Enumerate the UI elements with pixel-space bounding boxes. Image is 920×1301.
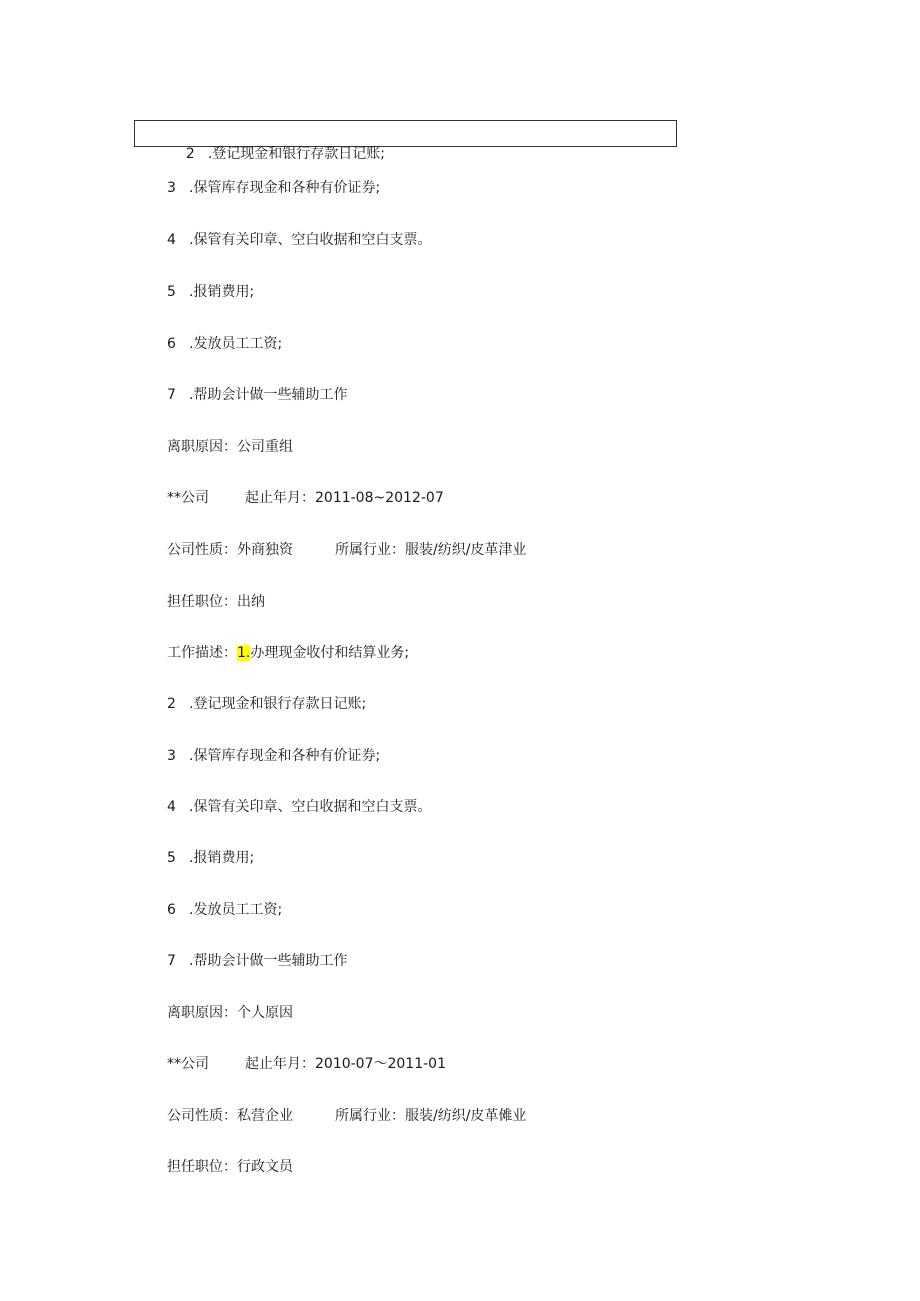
duty-item [167,797,431,817]
item-text: .报销费用; [189,850,255,866]
item-number: 2 [167,696,176,712]
company-period-row [167,488,444,508]
duty-item [167,178,380,198]
company-nature: 公司性质：私营企业 [167,1108,293,1124]
company-period-row [167,1054,446,1074]
duty-item [167,951,347,971]
duty-item [167,694,366,714]
item-number: 2 [185,146,195,162]
job-description [167,643,409,663]
item-number: 3 [167,180,176,196]
item-number: 4 [167,232,176,248]
duty-item [167,385,347,405]
company-nature-row [167,1106,526,1126]
duty-item [167,334,282,354]
item-text: .帮助会计做一些辅助工作 [189,387,348,403]
company-nature: 公司性质：外商独资 [167,542,293,558]
item-number: 7 [167,953,176,969]
duty-item [167,848,254,868]
duty-item [167,282,254,302]
item-text: .保管有关印章、空白收据和空白支票。 [189,799,432,815]
duty-item [167,230,431,250]
company-name: **公司 [167,1056,209,1072]
item-text: .发放员工工资; [189,336,283,352]
leave-reason: 离职原因：个人原因 [167,1005,293,1021]
item-number: 7 [167,387,176,403]
highlighted-number: 1. [237,645,251,661]
item-text: .保管库存现金和各种有价证券; [189,180,381,196]
duty-item [168,124,385,184]
duty-item [167,900,282,920]
item-number: 6 [167,336,176,352]
company-industry: 所属行业：服装/纺织/皮革傩业 [335,1108,527,1124]
description-label: 工作描述： [167,645,237,661]
leave-reason: 离职原因：公司重组 [167,439,293,455]
employment-period: 起止年月：2011-08~2012-07 [245,490,444,506]
item-text: .保管库存现金和各种有价证券; [189,748,381,764]
company-name: **公司 [167,490,209,506]
position: 担任职位：出纳 [167,594,265,610]
duty-item [167,746,380,766]
item-text: .登记现金和银行存款日记账; [189,696,367,712]
item-text: 办理现金收付和结算业务; [250,645,410,661]
item-number: 5 [167,850,176,866]
item-number: 5 [167,284,176,300]
position: 担任职位：行政文员 [167,1159,293,1175]
item-text: .帮助会计做一些辅助工作 [189,953,348,969]
item-number: 4 [167,799,176,815]
boxed-item-2 [134,120,677,162]
item-text: .保管有关印章、空白收据和空白支票。 [189,232,432,248]
company-industry: 所属行业：服装/纺织/皮革津业 [335,542,527,558]
item-text: .登记现金和银行存款日记账; [207,146,385,162]
item-number: 3 [167,748,176,764]
item-text: .发放员工工资; [189,902,283,918]
item-text: .报销费用; [189,284,255,300]
employment-period: 起止年月：2010-07～2011-01 [245,1056,446,1072]
item-number: 6 [167,902,176,918]
company-nature-row [167,540,526,560]
